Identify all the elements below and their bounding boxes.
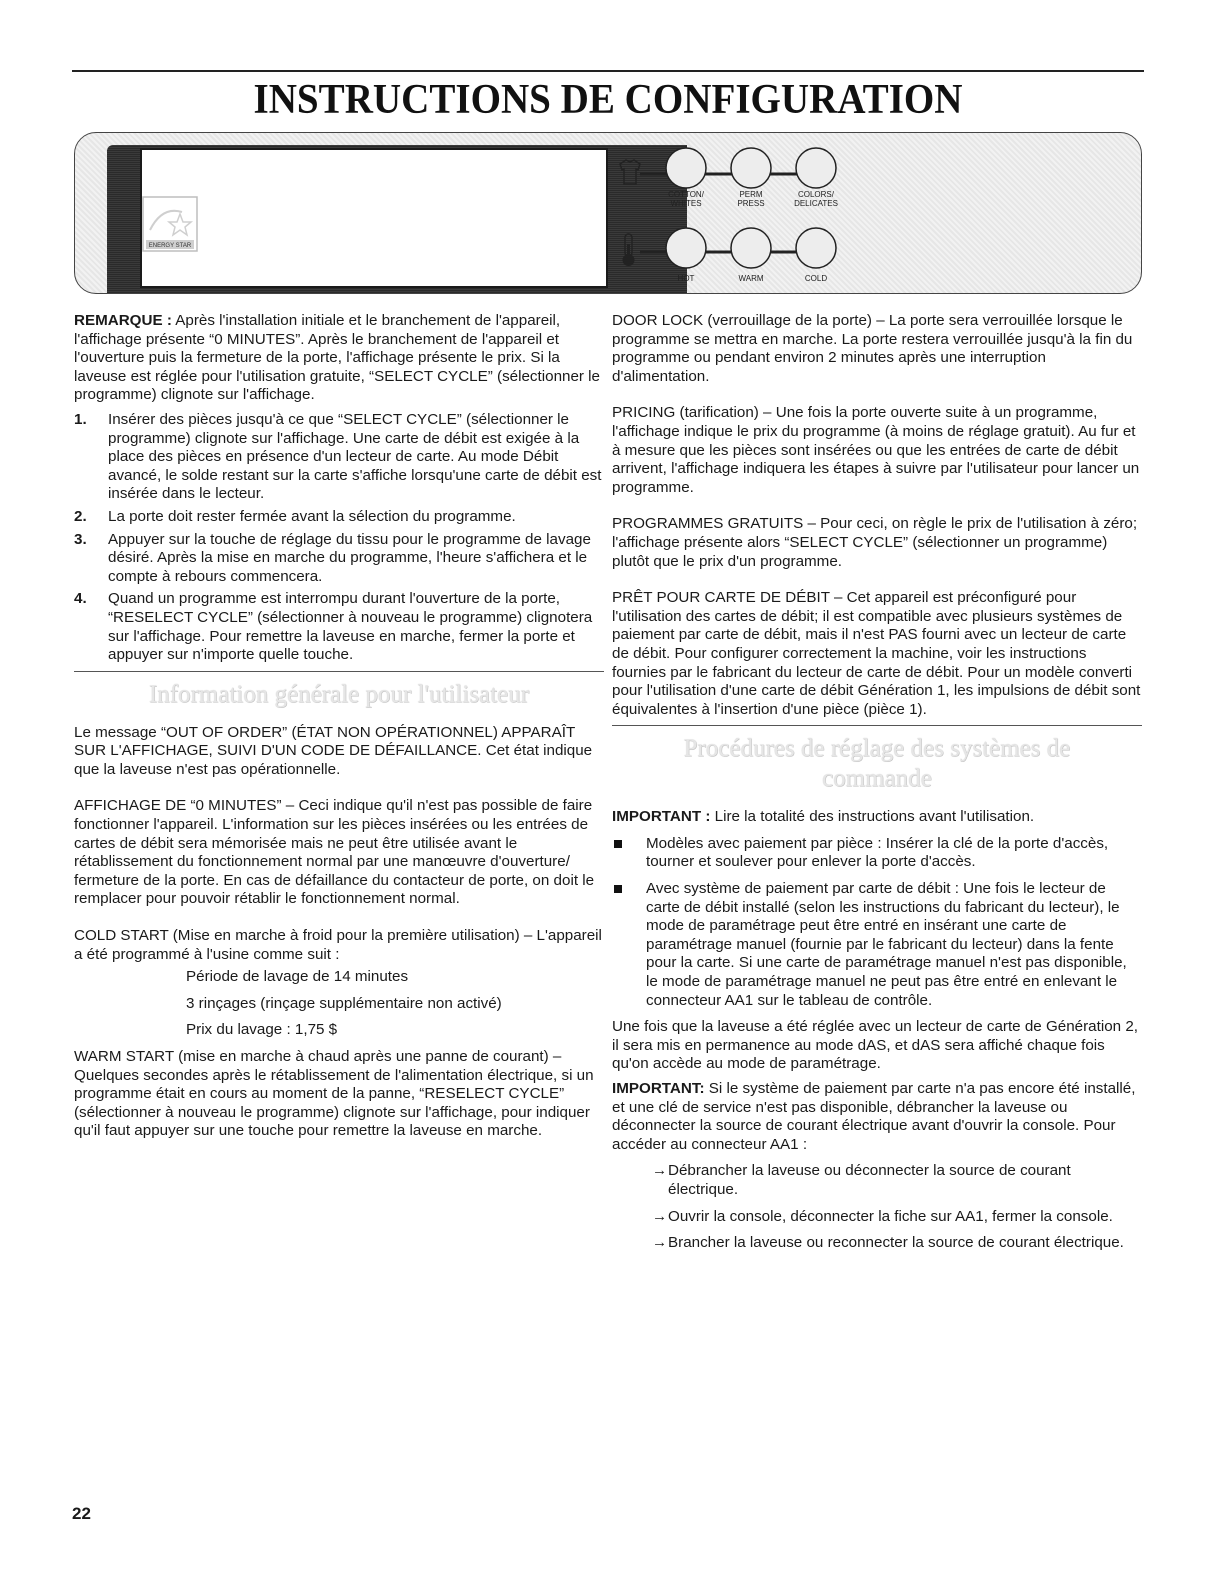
fabric-knob-row <box>612 146 892 206</box>
knob-perm-press <box>731 148 771 188</box>
step-text: La porte doit rester fermée avant la sélection du programme. <box>108 507 516 525</box>
shirt-icon <box>620 160 640 184</box>
important2-text: Si le système de paiement par carte n'a pas encore été installé, et une clé de service n'est pas disponible, débrancher la laveuse ou déconnecter la source de courant électrique avant d'ouvrir la console. Pour accéder au connecteur AA1 : <box>612 1080 1136 1153</box>
important-label: IMPORTANT : <box>612 808 711 826</box>
top-rule <box>72 70 1144 72</box>
page-title: INSTRUCTIONS DE CONFIGURATION <box>253 77 963 123</box>
cold-start-item: Prix du lavage : 1,75 $ <box>186 1021 338 1039</box>
important-text: Lire la totalité des instructions avant l'utilisation. <box>710 808 1035 826</box>
knob-label-cold: COLD <box>804 274 828 283</box>
step-text: Appuyer sur la touche de réglage du tissu pour le programme de lavage désiré. Après la mise en marche du programme, l'heure s'affichera et le compte à rebours commencera. <box>108 530 591 585</box>
energy-star-text: ENERGY STAR <box>148 243 192 249</box>
step-number: 4. <box>74 590 87 608</box>
bullet-item <box>612 880 1142 1010</box>
bullet-text: Avec système de paiement par carte de débit : Une fois le lecteur de carte de débit installé (selon les instructions du fabricant du lecteur), le mode de paramétrage peut être entré en insérant une carte de paramétrage manuel (fournie par le fabricant du lecteur) dans la fente pour la carte. Si une carte de paramétrage manuel n'est pas disponible, le mode de paramétrage manuel ne peut pas être entré en enlevant le connecteur AA1 sur le tableau de contrôle. <box>646 880 1127 1009</box>
arrow-item-text: Brancher la laveuse ou reconnecter la source de courant électrique. <box>668 1234 1124 1252</box>
knob-label-hot: HOT <box>677 274 695 283</box>
step-number: 1. <box>74 410 87 428</box>
panel-display-window <box>140 148 608 288</box>
energy-star-logo <box>142 196 198 252</box>
knob-label-warm: WARM <box>738 274 764 283</box>
arrow-item-text: Débrancher la laveuse ou déconnecter la source de courant électrique. <box>668 1162 1071 1198</box>
thermometer-icon <box>623 234 635 266</box>
remarque-text: Après l'installation initiale et le branchement de l'appareil, l'affichage présente “0 MINUTES”. Après le branchement de l'appareil et l'ouverture puis la fermeture de la porte, l'affichage présente le prix. Si la laveuse est réglée pour l'utilisation gratuite, “SELECT CYCLE” (sélectionner le programme) clignote sur l'affichage. <box>74 312 601 404</box>
left-column <box>74 312 604 1141</box>
arrow-item-text: Ouvrir la console, déconnecter la fiche sur AA1, fermer la console. <box>668 1207 1113 1225</box>
right-column <box>612 312 1142 1261</box>
free-programs-paragraph: PROGRAMMES GRATUITS – Pour ceci, on règle le prix de l'utilisation à zéro; l'affichage présente alors “SELECT CYCLE” (sélectionner un programme) plutôt que le prix d'un programme. <box>612 515 1138 570</box>
section-divider <box>612 725 1142 726</box>
door-lock-paragraph: DOOR LOCK (verrouillage de la porte) – La porte sera verrouillée lorsque le programme se mettra en marche. La porte restera verrouillée jusqu'à la fin du programme ou pendant environ 2 minutes après une interruption d'alimentation. <box>612 312 1133 385</box>
step-number: 3. <box>74 530 87 548</box>
step-item <box>74 531 604 587</box>
arrow-item <box>652 1234 1142 1253</box>
knob-colors-delicates <box>796 148 836 188</box>
knob-label-colors-delicates: COLORS/ DELICATES <box>794 190 838 208</box>
arrow-item <box>652 1208 1142 1227</box>
bullet-text: Modèles avec paiement par pièce : Insérer la clé de la porte d'accès, tourner et soulever pour enlever la porte d'accès. <box>646 834 1109 871</box>
debit-ready-paragraph: PRÊT POUR CARTE DE DÉBIT – Cet appareil est préconfiguré pour l'utilisation des cartes de débit; il est compatible avec plusieurs systèmes de paiement par carte de débit, mais il n'est PAS fourni avec un lecteur de carte de débit. Pour configurer correctement la machine, voir les instructions fournies par le fabricant du lecteur de carte de débit. Pour un modèle converti pour l'utilisation d'une carte de débit Génération 1, les impulsions de débit sont équivalentes à l'insertion d'une pièce (pièce 1). <box>612 589 1141 718</box>
out-of-order-paragraph: Le message “OUT OF ORDER” (ÉTAT NON OPÉRATIONNEL) APPARAÎT SUR L'AFFICHAGE, SUIVI D'UN CODE DE DÉFAILLANCE. Cet état indique que la laveuse n'est pas opérationnelle. <box>74 723 593 778</box>
remarque-paragraph <box>74 312 604 405</box>
section-heading-control-setup: Procédures de réglage des systèmes de commande <box>683 735 1071 793</box>
bullet-list <box>612 835 1142 1010</box>
pricing-paragraph: PRICING (tarification) – Une fois la porte ouverte suite à un programme, l'affichage indique le prix du programme (à moins de réglage gratuit). Au fur et à mesure que les pièces sont insérées ou que les entrées de carte de débit arrivent, l'affichage indiquera les étapes à suivre par l'utilisateur pour lancer un programme. <box>612 404 1140 496</box>
bullet-item <box>612 835 1142 872</box>
step-text: Quand un programme est interrompu durant l'ouverture de la porte, “RESELECT CYCLE” (sélectionner à nouveau le programme) clignotera sur l'affichage. Pour remettre la laveuse en marche, fermer la porte et appuyer sur n'importe quelle touche. <box>108 590 593 664</box>
cold-start-paragraph: COLD START (Mise en marche à froid pour la première utilisation) – L'appareil a été programmé à l'usine comme suit : <box>74 927 602 963</box>
important2-paragraph <box>612 1080 1142 1154</box>
warm-start-paragraph: WARM START (mise en marche à chaud après une panne de courant) – Quelques secondes après le rétablissement de l'alimentation électrique, si un programme était en cours au moment de la panne, “RESELECT CYCLE” (sélectionner à nouveau le programme) clignote sur l'affichage, pour indiquer qu'il faut appuyer sur une touche pour remettre la laveuse en marche. <box>74 1048 594 1140</box>
knob-cotton-whites <box>666 148 706 188</box>
steps-list <box>74 411 604 665</box>
arrow-right-icon: → <box>652 1162 668 1180</box>
square-bullet-icon <box>614 885 622 893</box>
step-number: 2. <box>74 507 87 525</box>
important2-label: IMPORTANT: <box>612 1080 705 1097</box>
knob-warm <box>731 228 771 268</box>
knob-label-cotton-whites: COTTON/ WHITES <box>668 190 704 208</box>
cold-start-item: 3 rinçages (rinçage supplémentaire non activé) <box>186 994 502 1012</box>
generation2-paragraph: Une fois que la laveuse a été réglée avec un lecteur de carte de Génération 2, il sera mis en permanence au mode dAS, et dAS sera affiché chaque fois qu'on accède au mode de paramétrage. <box>612 1018 1138 1073</box>
step-item <box>74 411 604 504</box>
important-paragraph <box>612 808 1142 827</box>
section-heading-user-info: Information générale pour l'utilisateur <box>148 680 530 708</box>
arrow-item <box>652 1162 1142 1199</box>
step-item <box>74 590 604 664</box>
knob-cold <box>796 228 836 268</box>
knob-label-perm-press: PERM PRESS <box>737 190 765 208</box>
temperature-knob-row <box>612 226 892 286</box>
cold-start-item: Période de lavage de 14 minutes <box>186 968 409 986</box>
remarque-label: REMARQUE : <box>74 312 172 329</box>
step-item <box>74 508 604 527</box>
knob-hot <box>666 228 706 268</box>
square-bullet-icon <box>614 840 622 848</box>
arrow-right-icon: → <box>652 1234 668 1252</box>
page-number: 22 <box>72 1504 91 1523</box>
step-text: Insérer des pièces jusqu'à ce que “SELECT CYCLE” (sélectionner le programme) clignote sur l'affichage. Une carte de débit est exigée à la place des pièces en présence d'un lecteur de carte. Au mode Débit avancé, le solde restant sur la carte s'affiche lorsqu'une carte de débit est insérée dans le lecteur. <box>108 410 602 503</box>
arrow-right-icon: → <box>652 1207 668 1225</box>
section-divider <box>74 671 604 672</box>
arrow-list <box>612 1162 1142 1252</box>
zero-minutes-paragraph: AFFICHAGE DE “0 MINUTES” – Ceci indique qu'il n'est pas possible de faire fonctionner l'appareil. L'information sur les pièces insérées ou les entrées de cartes de débit sera mémorisée mais ne peut être utilisée avant le rétablissement du fonctionnement normal par une manœuvre d'ouverture/ fermeture de la porte. En cas de défaillance du contacteur de porte, on doit le remplacer pour pouvoir rétablir le fonctionnement normal. <box>74 797 595 908</box>
